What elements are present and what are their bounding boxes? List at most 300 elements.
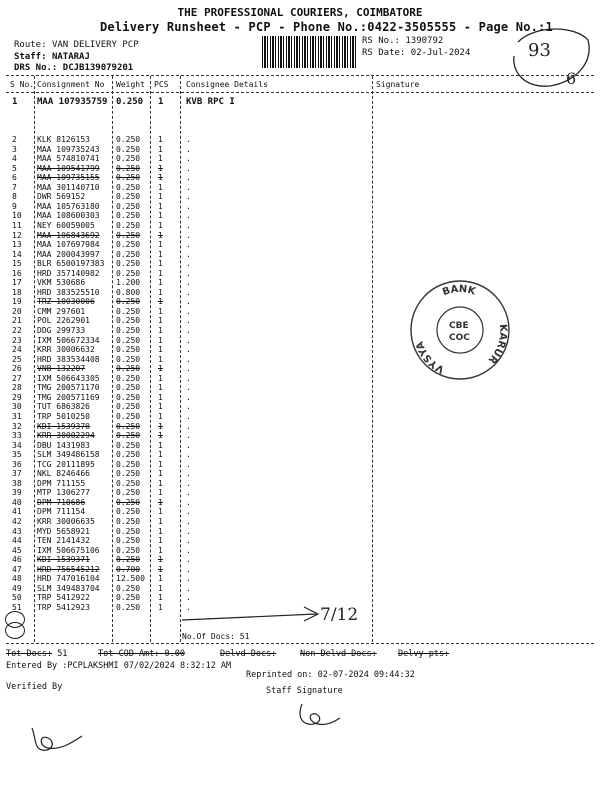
table-row — [0, 308, 372, 316]
row-consignment-no: TCG 20111895 — [37, 459, 95, 469]
row-consignment-no: TRZ 10030006 — [37, 297, 95, 307]
row-consignee-detail: . — [186, 335, 191, 345]
row-sno: 45 — [12, 545, 22, 555]
row-pcs: 1 — [158, 335, 163, 345]
table-header-rule — [6, 92, 594, 93]
row-pcs: 1 — [158, 392, 163, 402]
table-row — [0, 489, 372, 497]
row-weight: 0.250 — [116, 373, 141, 383]
row-pcs: 1 — [158, 497, 163, 507]
row-pcs: 1 — [158, 182, 163, 192]
row-pcs: 1 — [158, 259, 163, 269]
row-weight: 0.250 — [116, 364, 141, 374]
circle-mark-51 — [5, 622, 25, 639]
rs-date-label: RS Date: — [362, 48, 406, 58]
row-pcs: 1 — [158, 364, 163, 374]
row-sno: 9 — [12, 201, 17, 211]
row-weight: 0.250 — [116, 316, 141, 326]
row-sno: 5 — [12, 163, 17, 173]
row-pcs: 1 — [158, 135, 163, 144]
row-sno: 47 — [12, 564, 22, 574]
row-consignment-no: KDI 1539371 — [37, 555, 90, 565]
stamp-right-text: KARUR — [485, 323, 509, 366]
row-consignment-no: NEY 60059005 — [37, 220, 95, 230]
row-consignee-detail: . — [186, 564, 191, 574]
row-consignee-detail: . — [186, 154, 191, 164]
row-sno: 7 — [12, 182, 17, 192]
staff-label: Staff: — [14, 52, 47, 62]
footer-rule — [6, 643, 594, 644]
row-sno: 11 — [12, 220, 22, 230]
row-pcs: 1 — [158, 526, 163, 536]
row-sno: 10 — [12, 211, 22, 221]
row-pcs: 1 — [158, 173, 163, 183]
row-consignee-detail: . — [186, 287, 191, 297]
row-consignment-no: DPM 711154 — [37, 507, 86, 517]
row-sno: 50 — [12, 593, 22, 603]
row-pcs: 1 — [158, 345, 163, 355]
row-consignment-no: MAA 108600303 — [37, 211, 100, 221]
row-sno: 42 — [12, 517, 22, 526]
table-row — [0, 136, 372, 144]
row-consignment-no: KRR 30006635 — [37, 517, 95, 526]
row-weight: 0.250 — [116, 450, 141, 460]
row-consignment-no: MAA 109735155 — [37, 173, 100, 183]
rs-no-line — [362, 36, 443, 46]
row-consignee-detail: . — [186, 220, 191, 230]
row-pcs: 1 — [158, 354, 163, 364]
row-pcs: 1 — [158, 507, 163, 517]
row-consignment-no: KRR 30002294 — [37, 431, 95, 441]
table-row — [0, 260, 372, 268]
row-consignment-no: MTP 1306277 — [37, 488, 90, 498]
row-weight: 0.250 — [116, 335, 141, 345]
handwritten-mark-text: 7/12 — [320, 605, 359, 625]
row-consignee-detail: . — [186, 583, 191, 593]
corner-top-text: 93 — [528, 40, 551, 61]
row-consignment-no: MAA 109735243 — [37, 144, 100, 154]
row-sno: 18 — [12, 287, 22, 297]
row-consignee-detail: . — [186, 316, 191, 326]
table-row — [0, 327, 372, 335]
row-consignment-no: BLR 6500197383 — [37, 259, 105, 269]
table-row — [0, 193, 372, 201]
row-pcs: 1 — [158, 421, 163, 431]
row-weight: 0.250 — [116, 555, 141, 565]
row-consignee-detail: . — [186, 297, 191, 307]
row-sno: 26 — [12, 364, 22, 374]
table-row — [0, 508, 372, 516]
row-pcs: 1 — [158, 545, 163, 555]
row-consignee-detail: KVB RPC I — [186, 97, 235, 107]
row-weight: 0.250 — [116, 488, 141, 498]
row-weight: 0.250 — [116, 211, 141, 221]
entered-by: Entered By :PCPLAKSHMI 07/02/2024 8:32:12 AM — [6, 661, 232, 671]
table-row — [0, 203, 372, 211]
corner-handwriting — [506, 22, 596, 94]
row-sno: 37 — [12, 469, 22, 479]
row-sno: 32 — [12, 421, 22, 431]
cod-amount — [98, 649, 185, 659]
row-sno: 6 — [12, 173, 17, 183]
col-details: Consignee Details — [186, 80, 268, 89]
row-weight: 0.250 — [116, 306, 141, 316]
row-consignee-detail: . — [186, 392, 191, 402]
col-divider-5 — [372, 76, 373, 642]
row-consignment-no: TMG 200571169 — [37, 392, 100, 402]
stamp-top-text: BANK — [441, 283, 477, 299]
row-pcs: 1 — [158, 373, 163, 383]
row-consignment-no: TMG 200571170 — [37, 383, 100, 393]
stamp-center-top: CBE — [449, 321, 469, 331]
row-consignment-no: HRD 756545212 — [37, 564, 100, 574]
row-consignment-no: MAA 107697984 — [37, 240, 100, 250]
row-pcs: 1 — [158, 383, 163, 393]
row-pcs: 1 — [158, 316, 163, 326]
staff-signature-label: Staff Signature — [266, 686, 343, 696]
rs-no-value: 1390792 — [405, 36, 444, 46]
row-pcs: 1 — [158, 306, 163, 316]
table-row — [0, 165, 372, 173]
row-consignee-detail: . — [186, 536, 191, 546]
table-row — [0, 98, 372, 106]
row-pcs: 1 — [158, 440, 163, 450]
row-sno: 44 — [12, 536, 22, 546]
row-pcs: 1 — [158, 402, 163, 412]
table-row — [0, 461, 372, 469]
row-pcs: 1 — [158, 583, 163, 593]
route-value: VAN DELIVERY PCP — [51, 40, 139, 50]
non-delvd-docs: Non Delvd Docs: — [300, 649, 377, 659]
row-pcs: 1 — [158, 97, 164, 107]
row-sno: 4 — [12, 154, 17, 164]
row-consignment-no: MAA 301140710 — [37, 182, 100, 192]
drs-label: DRS No.: — [14, 63, 58, 73]
row-sno: 41 — [12, 507, 22, 517]
delvd-docs: Delvd Docs: — [220, 649, 277, 659]
rs-date-value: 02-Jul-2024 — [410, 48, 471, 58]
row-consignee-detail: . — [186, 201, 191, 211]
row-consignment-no: DBU 1431983 — [37, 440, 90, 450]
verifier-signature-scribble — [26, 722, 86, 756]
staff-signature-scribble — [294, 700, 344, 730]
row-consignment-no: NKL 8246466 — [37, 469, 90, 479]
row-weight: 0.250 — [116, 154, 141, 164]
row-consignment-no: TRP 5412922 — [37, 593, 90, 603]
row-weight: 0.250 — [116, 431, 141, 441]
row-sno: 39 — [12, 488, 22, 498]
row-consignee-detail: . — [186, 306, 191, 316]
row-weight: 0.250 — [116, 478, 141, 488]
row-sno: 28 — [12, 383, 22, 393]
row-consignment-no: MYD 5658921 — [37, 526, 90, 536]
row-consignment-no: SLM 349483704 — [37, 583, 100, 593]
row-weight: 0.250 — [116, 517, 141, 526]
row-weight: 0.250 — [116, 440, 141, 450]
table-row — [0, 270, 372, 278]
bank-stamp — [408, 278, 512, 382]
row-consignment-no: TUT 6863826 — [37, 402, 90, 412]
row-weight: 0.250 — [116, 497, 141, 507]
row-consignee-detail: . — [186, 383, 191, 393]
table-row — [0, 413, 372, 421]
table-row — [0, 251, 372, 259]
cod-value: 0.00 — [164, 649, 186, 659]
row-weight: 0.250 — [116, 345, 141, 355]
row-consignee-detail: . — [186, 144, 191, 154]
row-pcs: 1 — [158, 488, 163, 498]
row-pcs: 1 — [158, 431, 163, 441]
row-weight: 0.250 — [116, 192, 141, 202]
table-row — [0, 289, 372, 297]
row-sno: 30 — [12, 402, 22, 412]
row-sno: 3 — [12, 144, 17, 154]
table-row — [0, 585, 372, 593]
row-weight: 0.250 — [116, 240, 141, 250]
row-consignment-no: KRR 30006632 — [37, 345, 95, 355]
table-row — [0, 575, 372, 583]
table-row — [0, 232, 372, 240]
delvy-pts: Delvy pts: — [398, 649, 450, 659]
row-sno: 35 — [12, 450, 22, 460]
table-row — [0, 212, 372, 220]
row-consignment-no: SLM 349486158 — [37, 450, 100, 460]
svg-text:KARUR — [486, 324, 509, 366]
table-top-rule — [6, 75, 594, 76]
row-consignee-detail: . — [186, 354, 191, 364]
row-weight: 0.250 — [116, 411, 141, 421]
table-row — [0, 174, 372, 182]
table-row — [0, 384, 372, 392]
svg-text:BANK — [441, 284, 478, 298]
row-sno: 15 — [12, 259, 22, 269]
row-consignment-no: HRD 383534408 — [37, 354, 100, 364]
table-row — [0, 547, 372, 555]
row-consignee-detail: . — [186, 211, 191, 221]
table-row — [0, 499, 372, 507]
row-sno: 2 — [12, 135, 17, 144]
row-consignee-detail: . — [186, 431, 191, 441]
row-sno: 31 — [12, 411, 22, 421]
row-weight: 0.250 — [116, 135, 141, 144]
row-pcs: 1 — [158, 564, 163, 574]
row-consignee-detail: . — [186, 345, 191, 355]
row-pcs: 1 — [158, 555, 163, 565]
row-sno: 29 — [12, 392, 22, 402]
row-sno: 43 — [12, 526, 22, 536]
row-consignment-no: TRP 5010250 — [37, 411, 90, 421]
row-consignment-no: DWR 569152 — [37, 192, 86, 202]
row-consignee-detail: . — [186, 602, 191, 612]
row-pcs: 1 — [158, 517, 163, 526]
row-consignee-detail: . — [186, 517, 191, 526]
row-consignee-detail: . — [186, 488, 191, 498]
table-row — [0, 528, 372, 536]
row-weight: 0.250 — [116, 392, 141, 402]
table-row — [0, 356, 372, 364]
row-consignee-detail: . — [186, 268, 191, 278]
row-weight: 0.250 — [116, 354, 141, 364]
row-sno: 13 — [12, 240, 22, 250]
row-pcs: 1 — [158, 459, 163, 469]
row-weight: 0.250 — [116, 536, 141, 546]
row-consignee-detail: . — [186, 507, 191, 517]
row-weight: 0.250 — [116, 421, 141, 431]
row-consignment-no: DPM 710686 — [37, 497, 86, 507]
row-consignee-detail: . — [186, 192, 191, 202]
table-row — [0, 394, 372, 402]
row-weight: 0.250 — [116, 326, 141, 335]
row-consignee-detail: . — [186, 364, 191, 374]
table-row — [0, 470, 372, 478]
row-pcs: 1 — [158, 163, 163, 173]
table-row — [0, 556, 372, 564]
row-consignee-detail: . — [186, 326, 191, 335]
row-consignee-detail: . — [186, 459, 191, 469]
row-consignee-detail: . — [186, 574, 191, 584]
barcode — [262, 36, 358, 68]
drs-line — [14, 63, 133, 73]
table-row — [0, 442, 372, 450]
row-consignment-no: MAA 105763180 — [37, 201, 100, 211]
row-pcs: 1 — [158, 536, 163, 546]
table-row — [0, 432, 372, 440]
row-pcs: 1 — [158, 297, 163, 307]
row-consignee-detail: . — [186, 278, 191, 288]
col-signature: Signature — [376, 80, 420, 89]
row-consignee-detail: . — [186, 259, 191, 269]
row-consignment-no: HRD 747016104 — [37, 574, 100, 584]
row-consignee-detail: . — [186, 421, 191, 431]
row-pcs: 1 — [158, 268, 163, 278]
row-consignee-detail: . — [186, 469, 191, 479]
row-consignee-detail: . — [186, 182, 191, 192]
row-consignee-detail: . — [186, 373, 191, 383]
row-weight: 0.250 — [116, 583, 141, 593]
table-row — [0, 365, 372, 373]
row-consignment-no: TRP 5412923 — [37, 602, 90, 612]
row-pcs: 1 — [158, 249, 163, 259]
row-weight: 0.250 — [116, 182, 141, 192]
row-weight: 0.800 — [116, 287, 141, 297]
row-sno: 20 — [12, 306, 22, 316]
corner-bottom-text: 6 — [566, 69, 577, 88]
row-sno: 16 — [12, 268, 22, 278]
row-pcs: 1 — [158, 154, 163, 164]
row-weight: 0.700 — [116, 564, 141, 574]
row-pcs: 1 — [158, 450, 163, 460]
row-weight: 0.250 — [116, 545, 141, 555]
row-weight: 0.250 — [116, 220, 141, 230]
table-row — [0, 279, 372, 287]
stamp-center-bottom: COC — [449, 333, 470, 343]
row-pcs: 1 — [158, 469, 163, 479]
row-pcs: 1 — [158, 593, 163, 603]
row-consignment-no: VKM 530686 — [37, 278, 86, 288]
row-sno: 19 — [12, 297, 22, 307]
row-pcs: 1 — [158, 574, 163, 584]
row-consignee-detail: . — [186, 497, 191, 507]
row-sno: 24 — [12, 345, 22, 355]
row-sno: 38 — [12, 478, 22, 488]
table-row — [0, 403, 372, 411]
table-row — [0, 518, 372, 526]
row-sno: 36 — [12, 459, 22, 469]
cod-label: Tot COD Amt: — [98, 649, 160, 659]
row-weight: 0.250 — [116, 297, 141, 307]
row-pcs: 1 — [158, 278, 163, 288]
company-title: THE PROFESSIONAL COURIERS, COIMBATORE — [177, 6, 423, 19]
route-label: Route: — [14, 40, 47, 50]
row-consignee-detail: . — [186, 555, 191, 565]
row-sno: 22 — [12, 326, 22, 335]
row-consignment-no: IXM 506643305 — [37, 373, 100, 383]
row-consignee-detail: . — [186, 526, 191, 536]
table-row — [0, 155, 372, 163]
row-pcs: 1 — [158, 287, 163, 297]
row-weight: 0.250 — [116, 459, 141, 469]
staff-line — [14, 52, 90, 62]
row-consignment-no: KLK 8126153 — [37, 135, 90, 144]
row-weight: 0.250 — [116, 230, 141, 240]
row-sno: 14 — [12, 249, 22, 259]
row-pcs: 1 — [158, 192, 163, 202]
row-consignee-detail: . — [186, 411, 191, 421]
row-sno: 40 — [12, 497, 22, 507]
row-sno: 21 — [12, 316, 22, 326]
row-consignment-no: IXM 506675106 — [37, 545, 100, 555]
row-sno: 27 — [12, 373, 22, 383]
table-row — [0, 298, 372, 306]
route-line — [14, 40, 139, 50]
table-row — [0, 375, 372, 383]
row-weight: 0.250 — [116, 507, 141, 517]
row-pcs: 1 — [158, 602, 163, 612]
row-weight: 0.250 — [116, 259, 141, 269]
staff-value: NATARAJ — [51, 52, 90, 62]
row-sno: 17 — [12, 278, 22, 288]
row-weight: 0.250 — [116, 97, 144, 107]
row-consignment-no: HRD 357140982 — [37, 268, 100, 278]
runsheet-title: Delivery Runsheet - PCP - Phone No.:0422-3505555 - Page No.:1 — [100, 20, 553, 34]
row-weight: 0.250 — [116, 201, 141, 211]
tot-docs-label: Tot Docs: — [6, 649, 53, 659]
row-consignment-no: KDI 1539370 — [37, 421, 90, 431]
row-sno: 33 — [12, 431, 22, 441]
row-sno: 8 — [12, 192, 17, 202]
row-weight: 0.250 — [116, 383, 141, 393]
table-row — [0, 337, 372, 345]
row-consignment-no: IXM 506672334 — [37, 335, 100, 345]
row-consignment-no: CMM 297601 — [37, 306, 86, 316]
row-pcs: 1 — [158, 230, 163, 240]
row-consignee-detail: . — [186, 545, 191, 555]
row-consignee-detail: . — [186, 478, 191, 488]
verified-by: Verified By — [6, 682, 63, 692]
stamp-left-text: VYSYA — [414, 339, 447, 375]
row-sno: 1 — [12, 97, 18, 107]
row-weight: 0.250 — [116, 173, 141, 183]
row-consignment-no: DPM 711155 — [37, 478, 86, 488]
row-sno: 46 — [12, 555, 22, 565]
row-consignment-no: VNB 132207 — [37, 364, 86, 374]
row-weight: 0.250 — [116, 144, 141, 154]
row-sno: 51 — [12, 602, 22, 612]
handwritten-arrow — [176, 594, 366, 634]
table-row — [0, 480, 372, 488]
row-consignee-detail: . — [186, 230, 191, 240]
tot-docs — [6, 649, 67, 659]
